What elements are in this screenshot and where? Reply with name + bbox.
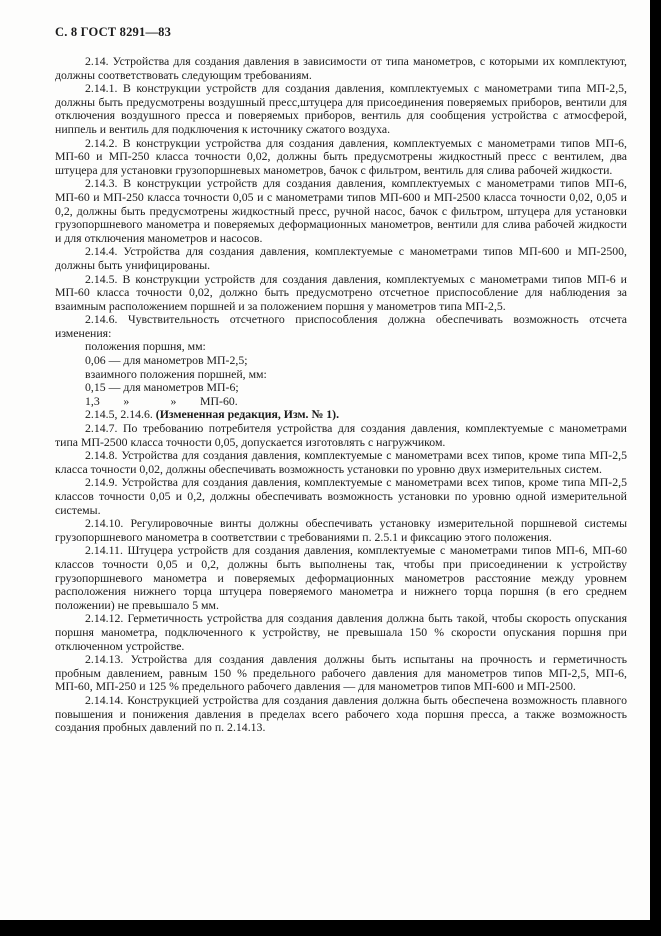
amendment-note: (Измененная редакция, Изм. № 1). (155, 407, 340, 422)
sensitivity-line-4: 0,15 — для манометров МП-6; (85, 380, 239, 395)
paragraph-2-14-10: 2.14.10. Регулировочные винты должны обеспечивать установку измерительной поршневой системы грузопоршневого манометра в соответствии с требованиями п. 2.5.1 и фиксацию этого положения. (55, 516, 627, 544)
sensitivity-line-5: 1,3 » » МП-60. (85, 393, 238, 408)
paragraph-2-14: 2.14. Устройства для создания давления в зависимости от типа манометров, с которыми их комплектуют, должны соответствовать следующим требованиям. (55, 54, 627, 82)
paragraph-2-14-5: 2.14.5. В конструкции устройств для создания давления, комплектуемых с манометрами типов МП-6 и МП-60 класса точности 0,02, должно быть предусмотрено отсчетное приспособление для наблюдения за взаимным расположением поршней и за положением поршня у манометров типа МП-2,5. (55, 271, 627, 313)
paragraph-2-14-3: 2.14.3. В конструкции устройств для создания давления, комплектуемых с манометрами типов МП-6, МП-60 и МП-250 класса точности 0,05 и с манометрами типов МП-600 и МП-2500 класса точности 0,02, 0,05 и 0,2, должны быть предусмотрены жидкостный пресс, ручной насос, бачок с фильтром, штуцера для установки грузопоршневого манометра и поверяемых деформационных манометров, вентили для слива рабочей жидкости и для отключения манометров и насосов. (55, 176, 627, 245)
paragraph-amendment (55, 408, 627, 422)
paragraph-2-14-2: 2.14.2. В конструкции устройства для создания давления, комплектуемых с манометрами типов МП-6, МП-60 и МП-250 класса точности 0,02, должны быть предусмотрены жидкостный пресс с вентилем, два штуцера для установки грузопоршневых манометров, бачок с фильтром, вентиль для слива рабочей жидкости. (55, 135, 627, 177)
paragraph-2-14-4: 2.14.4. Устройства для создания давления, комплектуемые с манометрами типов МП-600 и МП-2500, должны быть унифицированы. (55, 244, 627, 272)
paragraph-2-14-13: 2.14.13. Устройства для создания давления должны быть испытаны на прочность и герметичность пробным давлением, равным 150 % предельного рабочего давления для манометров типов МП-2,5, МП-6, МП-60, МП-250 и 125 % предельного рабочего давления — для манометров типов МП-600 и МП-2500. (55, 652, 627, 694)
paragraph-2-14-11: 2.14.11. Штуцера устройств для создания давления, комплектуемые с манометрами типов МП-6, МП-60 классов точности 0,05 и 0,2, должны быть выполнены так, чтобы при присоединении к устройству грузопоршневого манометра и поверяемых деформационных манометров расстояние между уровнем расположения нижнего торца штуцера поверяемого манометра и нижнего торца поршня (в его среднем положении) не превышало 5 мм. (55, 543, 627, 612)
paragraph-2-14-1: 2.14.1. В конструкции устройств для создания давления, комплектуемых с манометрами типа МП-2,5, должны быть предусмотрены воздушный пресс,штуцера для присоединения поверяемых приборов, вентили для отключения воздушного пресса и поверяемых приборов, вентиль для сообщения устройства с атмосферой, ниппель и вентиль для подключения к источнику сжатого воздуха. (55, 81, 627, 136)
sensitivity-line-3: взаимного положения поршней, мм: (85, 366, 267, 381)
paragraph-2-14-7: 2.14.7. По требованию потребителя устройства для создания давления, комплектуемые с манометрами типа МП-2500 класса точности 0,05, допускается изготовлять с нагружчиком. (55, 421, 627, 449)
paragraph-2-14-6-intro: 2.14.6. Чувствительность отсчетного приспособления должна обеспечивать возможность отсчета изменения: (55, 312, 627, 340)
page-header (55, 25, 171, 40)
document-body (55, 55, 627, 735)
paragraph-2-14-14: 2.14.14. Конструкцией устройства для создания давления должна быть обеспечена возможность плавного повышения и понижения давления в пределах всего рабочего хода поршня пресса, а также возможность создания пробных давлений по п. 2.14.13. (55, 692, 627, 735)
scan-edge-bottom (0, 920, 661, 936)
page-header-label: С. 8 ГОСТ 8291—83 (55, 25, 172, 39)
amendment-prefix: 2.14.5, 2.14.6. (85, 407, 156, 422)
paragraph-2-14-8: 2.14.8. Устройства для создания давления, комплектуемые с манометрами всех типов, кроме типа МП-2,5 класса точности 0,02, должны обеспечивать возможность установки по уровню двух измерительных систем. (55, 448, 627, 476)
sensitivity-line-2: 0,06 — для манометров МП-2,5; (85, 353, 248, 368)
scan-edge-right (650, 0, 661, 936)
paragraph-2-14-12: 2.14.12. Герметичность устройства для создания давления должна быть такой, чтобы скорость опускания поршня манометра, подключенного к устройству, не превышала 150 % скорости опускания поршня при отключенном устройстве. (55, 611, 627, 653)
paragraph-2-14-9: 2.14.9. Устройства для создания давления, комплектуемые с манометрами всех типов, кроме типа МП-2,5 классов точности 0,05 и 0,2, должны обеспечивать возможность установки по уровню одной измерительной системы. (55, 475, 627, 517)
sensitivity-line-1: положения поршня, мм: (85, 339, 206, 354)
